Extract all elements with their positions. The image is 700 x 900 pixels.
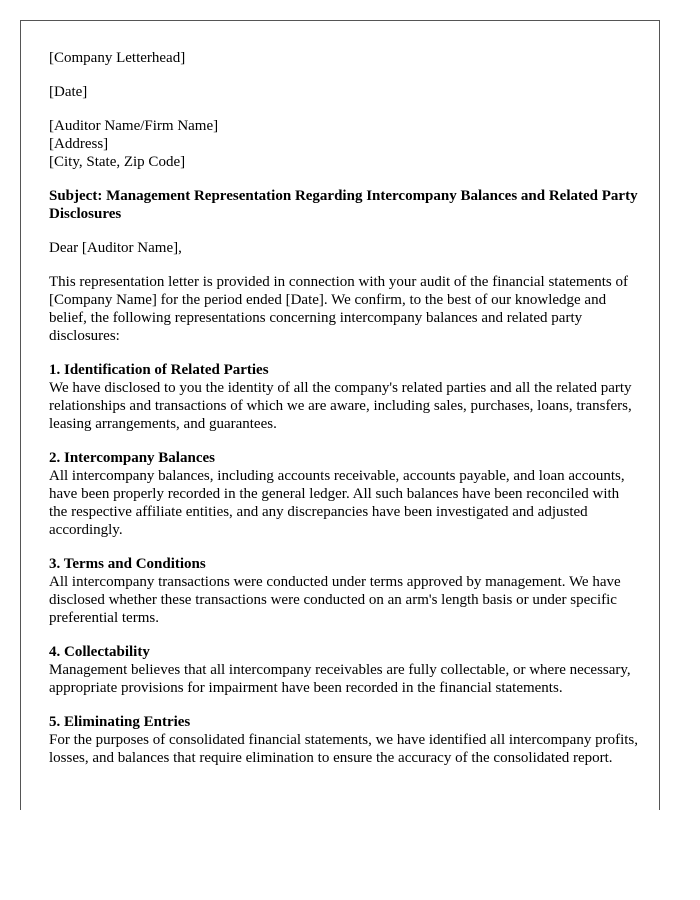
intro-paragraph: This representation letter is provided in connection with your audit of the financial statements of [Company Name] for the period ended [Date]. We confirm, to the best of our knowledge and belief, the following representations concerning intercompany balances and related party disclosures:	[49, 274, 629, 344]
section-body: We have disclosed to you the identity of all the company's related parties and all the related party relationships and transactions of which we are aware, including sales, purchases, loans, transfers, leasing arrangements, and guarantees.	[49, 380, 632, 432]
recipient-city: [City, State, Zip Code]	[49, 154, 186, 170]
section-related-parties	[49, 361, 639, 433]
letter-subject: Subject: Management Representation Regarding Intercompany Balances and Related Party Disclosures	[49, 188, 638, 222]
section-title: 5. Eliminating Entries	[49, 714, 191, 730]
section-terms-conditions	[49, 555, 639, 627]
section-body: All intercompany balances, including accounts receivable, accounts payable, and loan accounts, have been properly recorded in the general ledger. All such balances have been reconciled with the respective affiliate entities, and any discrepancies have been investigated and adjusted accordingly.	[49, 468, 625, 538]
letter-date: [Date]	[49, 84, 88, 100]
section-title: 1. Identification of Related Parties	[49, 362, 269, 378]
section-eliminating-entries	[49, 713, 639, 767]
section-body: Management believes that all intercompany receivables are fully collectable, or where necessary, appropriate provisions for impairment have been recorded in the financial statements.	[49, 662, 631, 696]
letter-content	[49, 49, 639, 783]
section-body: All intercompany transactions were conducted under terms approved by management. We have disclosed whether these transactions were conducted on an arm's length basis or under specific preferential terms.	[49, 574, 621, 626]
recipient-address: [Address]	[49, 136, 109, 152]
section-body: For the purposes of consolidated financial statements, we have identified all intercompany profits, losses, and balances that require elimination to ensure the accuracy of the consolidated report.	[49, 732, 638, 766]
recipient-name: [Auditor Name/Firm Name]	[49, 118, 219, 134]
section-title: 3. Terms and Conditions	[49, 556, 206, 572]
section-collectability	[49, 643, 639, 697]
recipient-address-block	[49, 117, 639, 171]
salutation: Dear [Auditor Name],	[49, 240, 182, 256]
letterhead: [Company Letterhead]	[49, 50, 186, 66]
section-title: 4. Collectability	[49, 644, 150, 660]
section-intercompany-balances	[49, 449, 639, 539]
section-title: 2. Intercompany Balances	[49, 450, 215, 466]
letter-page	[20, 20, 660, 810]
